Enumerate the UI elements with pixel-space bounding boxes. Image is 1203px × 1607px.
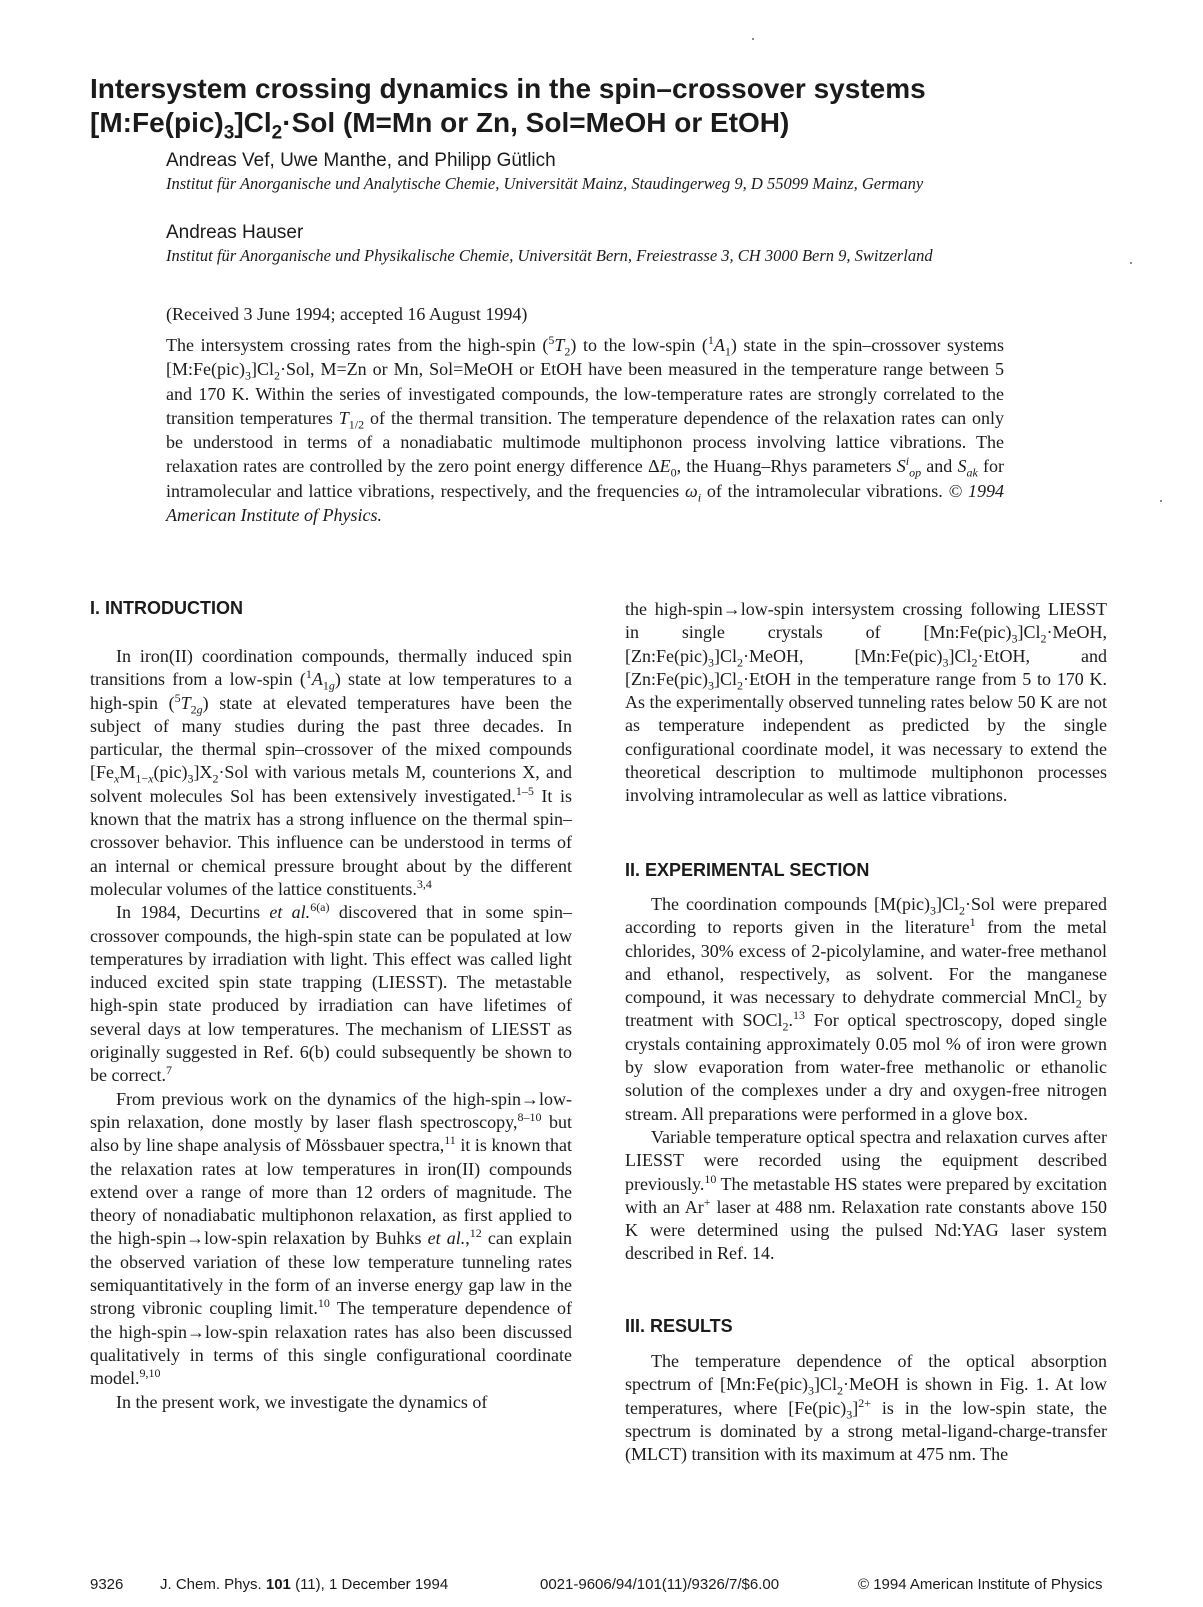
footer-copyright: © 1994 American Institute of Physics [858,1576,1103,1593]
paragraph: In 1984, Decurtins et al.$^{6(a)}$ discovered that in some spin–crossover compounds, the high-spin state can be populated at low temperatures by irradiation with light. This effect was called light induced excited spin state trapping (LIESST). The metastable high-spin state produced by irradiation can have lifetimes of several days at low temperatures. The mechanism of LIESST as originally suggested in Ref. 6(b) could subsequently be shown to be correct.$^7$ [90,900,572,1086]
section-heading-results: III. RESULTS [625,1316,733,1336]
page-number: 9326 [90,1576,124,1593]
section-heading-introduction: I. INTRODUCTION [90,598,243,618]
scan-speck [752,38,754,40]
affiliation-1: Institut für Anorganische und Analytische Chemie, Universität Mainz, Staudingerweg 9, D 55099 Mainz, Germany [166,174,924,193]
scan-speck [1130,262,1132,264]
title-line-1: Intersystem crossing dynamics in the spin–crossover systems [90,73,926,104]
article-code: 0021-9606/94/101(11)/9326/7/$6.00 [540,1576,780,1593]
right-column-intro-continued [625,598,1107,808]
journal-citation: J. Chem. Phys. 101 (11), 1 December 1994 [160,1576,449,1593]
title-line-2: $[M:Fe(pic)_3]Cl_2\cdot Sol$ (M=Mn or Zn, Sol=MeOH or EtOH) [90,107,790,144]
paragraph: the high-spin→low-spin intersystem crossing following LIESST in single crystals of $[Mn:Fe(pic)_3]Cl_2\cdot MeOH$, $[Zn:Fe(pic)_3]Cl_2\cdot MeOH$, $[Mn:Fe(pic)_3]Cl_2\cdot EtOH$, and $[Zn:Fe(pic)_3]Cl_2\cdot EtOH$ in the temperature range from 5 to 170 K. As the experimentally observed tunneling rates below 50 K are not as temperature independent as predicted by the single configurational coordinate model, it was necessary to extend the theoretical description to multimode multiphonon processes involving intramolecular as well as lattice vibrations. [625,599,1108,806]
paragraph: From previous work on the dynamics of the high-spin→low-spin relaxation, done mostly by laser flash spectroscopy,$^{8-10}$ but also by line shape analysis of Mössbauer spectra,$^{11}$ it is known that the relaxation rates at low temperatures in iron(II) compounds extend over a range of more than 12 orders of magnitude. The theory of nonadiabatic multiphonon relaxation, as first applied to the high-spin→low-spin relaxation by Buhks et al.,$^{12}$ can explain the observed variation of these low temperature tunneling rates semiquantitatively in the form of an inverse energy gap law in the strong vibronic coupling limit.$^{10}$ The temperature dependence of the high-spin→low-spin relaxation rates has also been discussed qualitatively in terms of this single configurational coordinate model.$^{9,10}$ [90,1088,572,1389]
section-heading-experimental: II. EXPERIMENTAL SECTION [625,860,870,880]
paragraph: In the present work, we investigate the dynamics of [116,1391,488,1412]
authors-group-2: Andreas Hauser [166,222,304,243]
paragraph: In iron(II) coordination compounds, thermally induced spin transitions from a low-spin $(^1A_{1g})$ state at low temperatures to a high-spin $(^5T_{2g})$ state at elevated temperatures have been the subject of many studies during the past three decades. In particular, the thermal spin–crossover of the mixed compounds $[Fe_xM_{1-x}(pic)_3]X_2\cdot Sol$ with various metals M, counterions X, and solvent molecules Sol has been extensively investigated.$^{1-5}$ It is known that the matrix has a strong influence on the thermal spin–crossover behavior. This influence can be understood in terms of an internal or chemical pressure brought about by the different molecular volumes of the lattice constituents.$^{3,4}$ [90,646,572,899]
abstract-copyright: © 1994 American Institute of Physics. [166,480,1004,526]
left-column [90,645,572,1414]
authors-group-1: Andreas Vef, Uwe Manthe, and Philipp Gütlich [166,150,556,171]
paragraph: Variable temperature optical spectra and relaxation curves after LIESST were recorded using the equipment described previously.$^{10}$ The metastable HS states were prepared by excitation with an Ar+ laser at 488 nm. Relaxation rate constants above 150 K were determined using the pulsed Nd:YAG laser system described in Ref. 14. [625,1126,1107,1264]
received-date: (Received 3 June 1994; accepted 16 August 1994) [166,304,528,324]
right-column-results [625,1350,1107,1466]
paragraph: The temperature dependence of the optical absorption spectrum of $[Mn:Fe(pic)_3]Cl_2\cdot MeOH$ is shown in Fig. 1. At low temperatures, where $[Fe(pic)_3]^{2+}$ is in the low-spin state, the spectrum is dominated by a strong metal-ligand-charge-transfer (MLCT) transition with its maximum at 475 nm. The [625,1351,1108,1465]
affiliation-2: Institut für Anorganische und Physikalische Chemie, Universität Bern, Freiestrasse 3, CH 3000 Bern 9, Switzerland [166,246,933,265]
paper-title [90,72,1090,144]
right-column-experimental [625,893,1107,1266]
paragraph: The coordination compounds $[M(pic)_3]Cl_2\cdot Sol$ were prepared according to reports given in the literature$^1$ from the metal chlorides, 30% excess of 2-picolylamine, and water-free methanol and ethanol, respectively, as solvent. For the manganese compound, it was necessary to dehydrate commercial MnCl$_2$ by treatment with SOCl$_2$.$^{13}$ For optical spectroscopy, doped single crystals containing approximately 0.05 mol % of iron were grown by slow evaporation from water-free methanolic or ethanolic solution of the complexes under a dry and oxygen-free nitrogen stream. All preparations were performed in a glove box. [625,894,1107,1124]
scan-speck [1160,500,1162,502]
abstract: The intersystem crossing rates from the high-spin $(^5T_2)$ to the low-spin $(^1A_1)$ state in the spin–crossover systems $[M:Fe(pic)_3]Cl_2\cdot Sol$, M=Zn or Mn, Sol=MeOH or EtOH have been measured in the temperature range between 5 and 170 K. Within the series of investigated compounds, the low-temperature rates are strongly correlated to the transition temperatures $T_{1/2}$ of the thermal transition. The temperature dependence of the relaxation rates can only be understood in terms of a nonadiabatic multimode multiphonon process involving lattice vibrations. The relaxation rates are controlled by the zero point energy difference $\Delta E_0$, the Huang–Rhys parameters $S^i_{op}$ and $S_{ak}$ for intramolecular and lattice vibrations, respectively, and the frequencies $\omega_i$ of the intramolecular vibrations. © 1994 American Institute of Physics. [166,333,1004,526]
